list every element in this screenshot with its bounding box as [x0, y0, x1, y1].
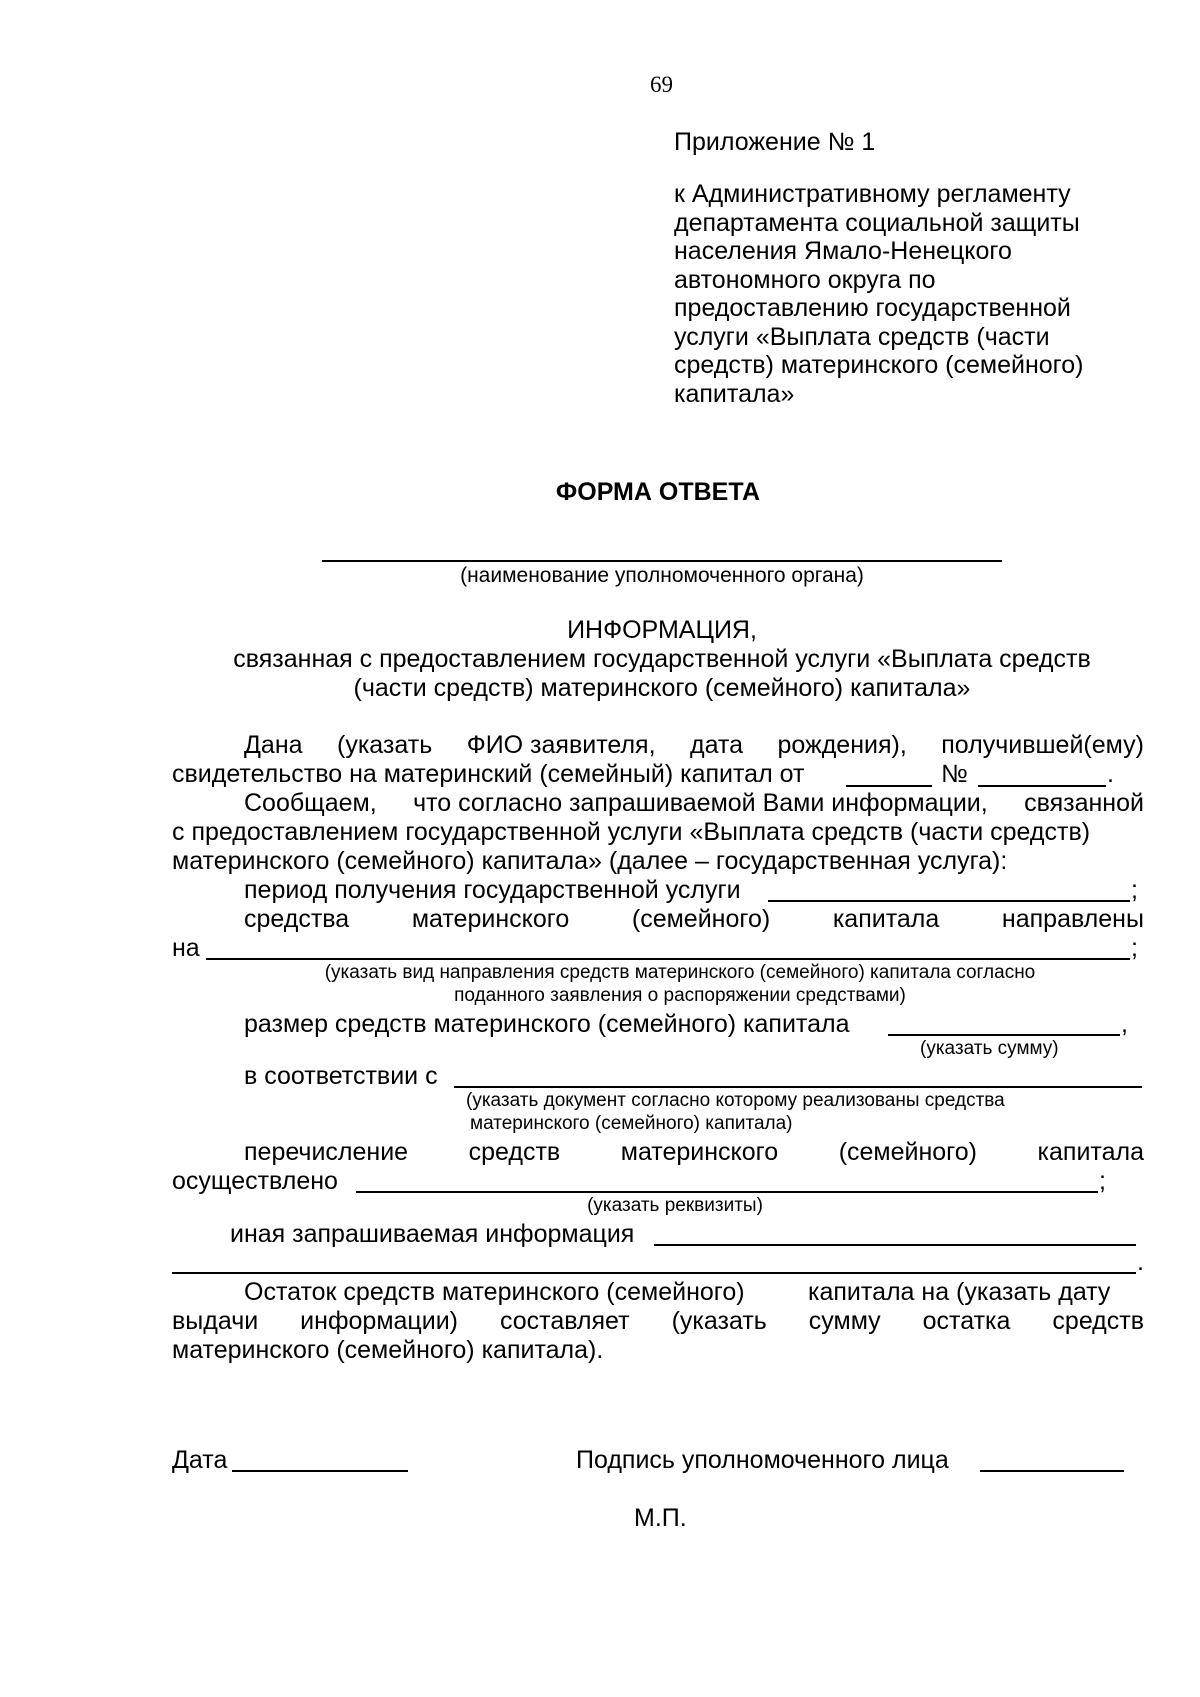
signature-label: Подпись уполномоченного лица — [576, 1446, 949, 1474]
info-title: ИНФОРМАЦИЯ, — [567, 616, 757, 644]
word: связанной — [1024, 789, 1144, 817]
accordance-line — [454, 1086, 1142, 1088]
appendix-text — [674, 180, 1083, 408]
appendix-line: к Административному регламенту — [674, 180, 1071, 208]
funds-on: на — [172, 934, 200, 962]
period-end: . — [1137, 1248, 1144, 1276]
other-line-2 — [172, 1272, 1136, 1274]
other-label: иная запрашиваемая информация — [230, 1220, 635, 1248]
form-title: ФОРМА ОТВЕТА — [555, 478, 761, 506]
word: материнского — [620, 1138, 779, 1166]
word: капитала — [832, 905, 940, 933]
word: направлены — [1001, 905, 1144, 933]
transfer-line-blank — [356, 1191, 1098, 1193]
number-sign: № — [941, 760, 968, 788]
period-label: период получения государственной услуги — [244, 876, 741, 904]
stamp-label: М.П. — [634, 1504, 687, 1532]
word: получившей(ему) — [941, 731, 1144, 759]
period-end: . — [1107, 760, 1114, 788]
word: средства — [244, 905, 350, 933]
word: (семейного) — [631, 905, 771, 933]
word: Дана — [244, 731, 303, 759]
word: остатка — [922, 1307, 1011, 1335]
word: дата — [689, 731, 743, 759]
appendix-title: Приложение № 1 — [674, 128, 876, 156]
info-subtitle-line: (части средств) материнского (семейного) капитала» — [353, 674, 971, 702]
semicolon: ; — [1099, 1167, 1106, 1195]
inform-line: с предоставлением государственной услуги «Выплата средств (части средств) — [172, 818, 1091, 846]
inform-line: материнского (семейного) капитала» (далее – государственная услуга): — [172, 847, 1008, 875]
word: средств — [1052, 1307, 1144, 1335]
page-number: 69 — [650, 72, 673, 97]
accordance-label: в соответствии с — [244, 1062, 438, 1090]
transfer-line — [244, 1138, 1144, 1167]
word: ФИО заявителя, — [466, 731, 656, 759]
funds-line — [244, 905, 1144, 934]
certificate-prefix: свидетельство на материнский (семейный) капитал от — [172, 760, 805, 788]
word: (семейного) — [838, 1138, 977, 1166]
appendix-line: предоставлению государственной — [674, 294, 1071, 322]
remainder-line: материнского (семейного) капитала). — [172, 1336, 604, 1364]
info-subtitle-line: связанная с предоставлением государственной услуги «Выплата средств — [233, 645, 1091, 673]
word: (указать — [337, 731, 433, 759]
date-line — [232, 1470, 408, 1472]
word: перечисление — [244, 1138, 409, 1166]
appendix-line: средств) материнского (семейного) — [674, 351, 1084, 379]
period-line — [768, 900, 1130, 902]
word: средств — [468, 1138, 561, 1166]
signature-line — [980, 1470, 1124, 1472]
transfer-caption: (указать реквизиты) — [587, 1195, 763, 1216]
appendix-line: услуги «Выплата средств (части — [674, 322, 1050, 351]
word: материнского — [411, 905, 570, 933]
word: капитала — [1037, 1138, 1144, 1166]
word: что согласно запрашиваемой Вами информации, — [413, 789, 988, 817]
word: (указать — [671, 1307, 767, 1335]
word: информации) — [300, 1307, 458, 1335]
funds-direction-line — [206, 958, 1130, 960]
word: сумму — [808, 1307, 881, 1335]
remainder-part: капитала на (указать дату — [808, 1278, 1111, 1306]
appendix-line: департамента социальной защиты — [674, 208, 1080, 237]
amount-line — [888, 1034, 1120, 1036]
amount-caption: (указать сумму) — [920, 1038, 1059, 1059]
date-label: Дата — [172, 1446, 228, 1474]
amount-label: размер средств материнского (семейного) капитала — [244, 1010, 850, 1038]
organ-name-line — [322, 560, 1002, 562]
certificate-number-line — [978, 785, 1106, 787]
given-line — [244, 731, 1144, 760]
word: Сообщаем, — [244, 789, 377, 817]
accordance-caption-line: материнского (семейного) капитала) — [470, 1113, 793, 1134]
funds-caption-line: поданного заявления о распоряжении средствами) — [454, 985, 906, 1006]
word: выдачи — [172, 1307, 259, 1335]
word: составляет — [499, 1307, 630, 1335]
semicolon: ; — [1131, 934, 1138, 962]
organ-caption: (наименование уполномоченного органа) — [460, 564, 864, 587]
transfer-done: осуществлено — [172, 1167, 338, 1195]
semicolon: ; — [1131, 876, 1138, 904]
comma: , — [1121, 1010, 1128, 1038]
funds-caption-line: (указать вид направления средств материнского (семейного) капитала согласно — [324, 962, 1036, 983]
word: рождения), — [777, 731, 907, 759]
other-line — [654, 1244, 1136, 1246]
remainder-part: Остаток средств материнского (семейного) — [244, 1278, 745, 1306]
accordance-caption-line: (указать документ согласно которому реализованы средства — [466, 1090, 1005, 1111]
remainder-line — [172, 1307, 1144, 1336]
certificate-date-line — [846, 785, 932, 787]
appendix-line: автономного округа по — [674, 265, 936, 294]
appendix-line: населения Ямало-Ненецкого — [674, 237, 1012, 265]
appendix-line: капитала» — [674, 379, 795, 408]
inform-line — [244, 789, 1144, 818]
